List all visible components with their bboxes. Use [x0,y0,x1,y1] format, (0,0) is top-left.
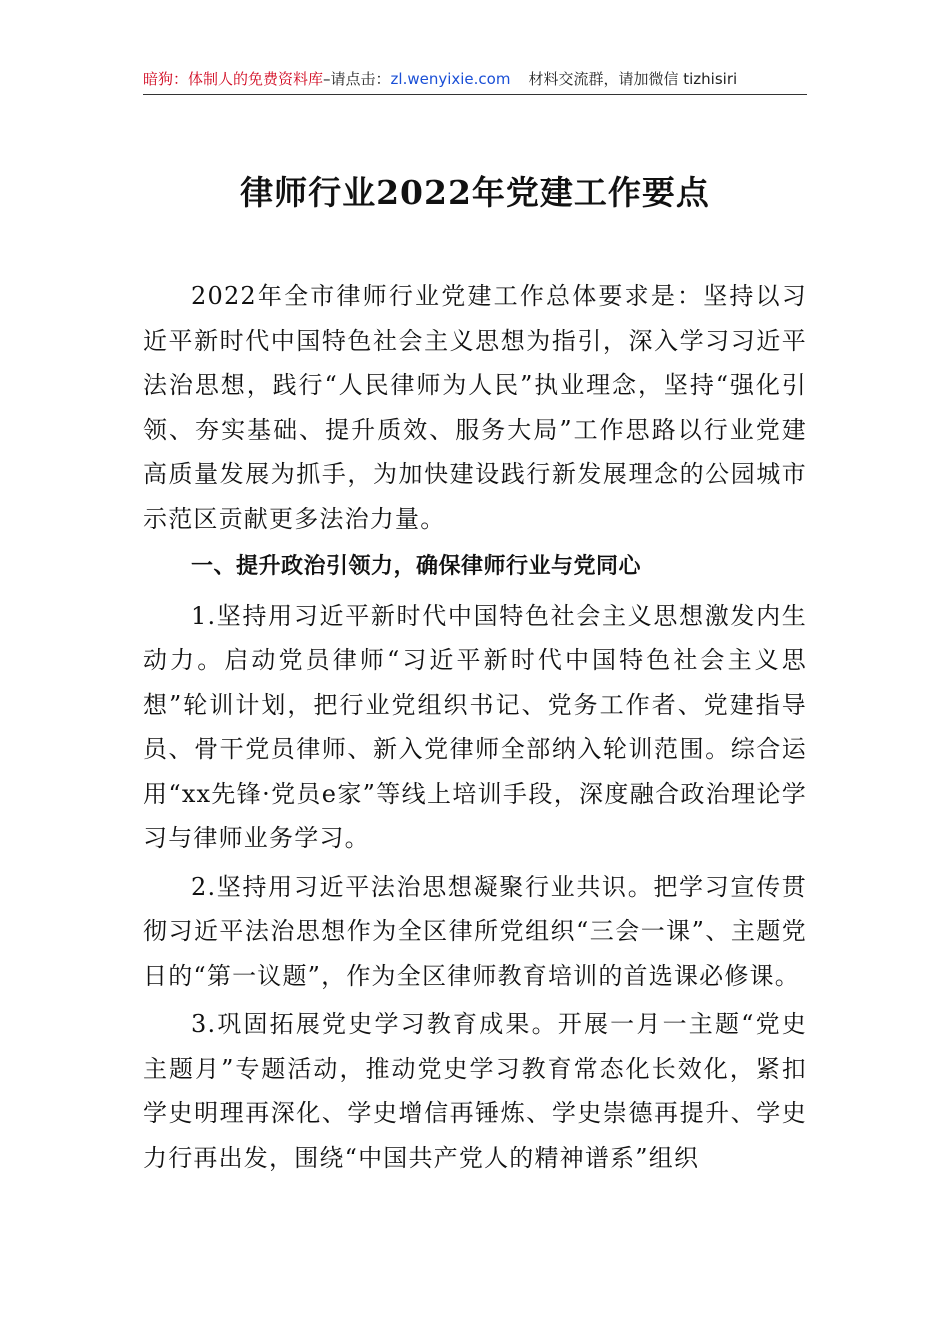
header-url-link[interactable]: zl.wenyixie.com [390,70,511,88]
intro-paragraph: 2022年全市律师行业党建工作总体要求是：坚持以习近平新时代中国特色社会主义思想为指引，深入学习习近平法治思想，践行“人民律师为人民”执业理念，坚持“强化引领、夯实基础、提升质效、服务大局”工作思路以行业党建高质量发展为抓手，为加快建设践行新发展理念的公园城市示范区贡献更多法治力量。 [143,282,807,533]
header-site-name: 暗狗：体制人的免费资料库 [143,70,324,88]
item-paragraph-2: 2.坚持用习近平法治思想凝聚行业共识。把学习宣传贯彻习近平法治思想作为全区律所党组织“三会一课”、主题党日的“第一议题”，作为全区律师教育培训的首选课必修课。 [143,872,807,990]
document-body [143,274,807,1180]
document-title: 律师行业2022年党建工作要点 [240,173,710,212]
header-click-prompt: –请点击： [323,70,391,88]
page-header [143,64,807,95]
header-wechat-note: 材料交流群，请加微信 tizhisiri [528,70,738,88]
item-paragraph-1: 1.坚持用习近平新时代中国特色社会主义思想激发内生动力。启动党员律师“习近平新时代中国特色社会主义思想”轮训计划，把行业党组织书记、党务工作者、党建指导员、骨干党员律师、新入党律师全部纳入轮训范围。综合运用“xx先锋·党员e家”等线上培训手段，深度融合政治理论学习与律师业务学习。 [143,601,807,852]
item-paragraph-3: 3.巩固拓展党史学习教育成果。开展一月一主题“党史主题月”专题活动，推动党史学习教育常态化长效化，紧扣学史明理再深化、学史增信再锤炼、学史崇德再提升、学史力行再出发，围绕“中国共产党人的精神谱系”组织 [143,1010,807,1172]
section-heading-1: 一、提升政治引领力，确保律师行业与党同心 [191,554,642,579]
